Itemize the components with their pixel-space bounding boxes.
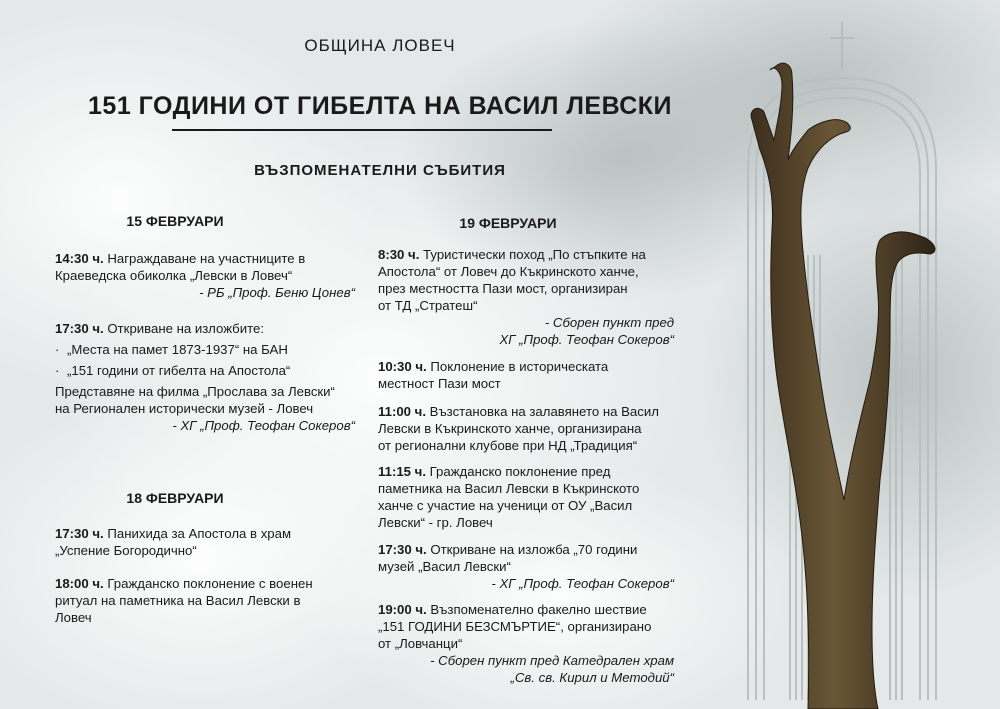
event-15-2 <box>55 320 355 434</box>
event-text: „Успение Богородично“ <box>55 543 197 558</box>
event-text: през местността Пази мост, организиран <box>378 281 628 296</box>
tree-trunk <box>751 63 935 709</box>
event-text: Гражданско поклонение пред <box>425 464 611 479</box>
event-time: 18:00 ч. <box>55 576 104 591</box>
event-time: 14:30 ч. <box>55 251 104 266</box>
exhibit-item: · „Места на памет 1873-1937“ на БАН <box>55 342 288 357</box>
event-text: ханче с участие на ученици от ОУ „Васил <box>378 498 633 513</box>
event-text: Краеведска обиколка „Левски в Ловеч“ <box>55 268 293 283</box>
event-text: Награждаване на участниците в <box>103 251 306 266</box>
event-time: 8:30 ч. <box>378 247 420 262</box>
event-organizer: - ХГ „Проф. Теофан Сокеров“ <box>491 576 674 591</box>
event-organizer: - Сборен пункт пред <box>544 315 674 330</box>
event-time: 17:30 ч. <box>55 526 104 541</box>
exhibit-item: · „151 години от гибелта на Апостола“ <box>55 363 291 378</box>
event-text: Гражданско поклонение с военен <box>103 576 313 591</box>
event-text: Панихида за Апостола в храм <box>103 526 292 541</box>
event-text: Възстановка на залавянето на Васил <box>425 404 659 419</box>
event-19-3 <box>378 403 674 454</box>
event-text: Ловеч <box>55 610 92 625</box>
event-organizer: ХГ „Проф. Теофан Сокеров“ <box>499 332 674 347</box>
event-19-4 <box>378 463 674 531</box>
municipality-name: ОБЩИНА ЛОВЕЧ <box>304 36 456 55</box>
event-text: Левски в Къкринското ханче, организирана <box>378 421 642 436</box>
event-15-1 <box>55 250 355 301</box>
event-organizer: - РБ „Проф. Беню Цонев“ <box>199 285 355 300</box>
event-text: „151 ГОДИНИ БЕЗСМЪРТИЕ“, организирано <box>378 619 652 634</box>
event-text: местност Пази мост <box>378 376 501 391</box>
page-title: 151 ГОДИНИ ОТ ГИБЕЛТА НА ВАСИЛ ЛЕВСКИ <box>88 92 672 120</box>
title-divider <box>172 129 552 131</box>
bullet-icon: · <box>55 363 60 378</box>
event-text: паметника на Васил Левски в Къкринското <box>378 481 640 496</box>
event-text: Откриване на изложбите: <box>103 321 264 336</box>
day-heading-15: 15 ФЕВРУАРИ <box>126 213 224 229</box>
event-organizer: - Сборен пункт пред Катедрален храм <box>430 653 674 668</box>
event-time: 11:00 ч. <box>378 404 426 419</box>
event-19-1 <box>378 246 674 348</box>
event-time: 17:30 ч. <box>55 321 104 336</box>
event-text: Туристически поход „По стъпките на <box>419 247 646 262</box>
event-18-2 <box>55 575 355 626</box>
event-text: Представяне на филма „Прослава за Левски“ <box>55 384 335 399</box>
event-text: Левски“ - гр. Ловеч <box>378 515 493 530</box>
day-heading-18: 18 ФЕВРУАРИ <box>126 490 224 506</box>
event-time: 11:15 ч. <box>378 464 426 479</box>
event-19-5 <box>378 541 674 592</box>
event-text: ритуал на паметника на Васил Левски в <box>55 593 301 608</box>
page-subtitle: ВЪЗПОМЕНАТЕЛНИ СЪБИТИЯ <box>254 162 506 179</box>
event-text: Откриване на изложба „70 години <box>426 542 638 557</box>
event-time: 19:00 ч. <box>378 602 427 617</box>
event-text: Поклонение в историческата <box>426 359 609 374</box>
event-organizer: „Св. св. Кирил и Методий“ <box>510 670 674 685</box>
event-text: Апостола“ от Ловеч до Къкринското ханче, <box>378 264 639 279</box>
event-text: музей „Васил Левски“ <box>378 559 511 574</box>
event-time: 17:30 ч. <box>378 542 427 557</box>
event-18-1 <box>55 525 355 559</box>
monument-illustration <box>730 0 1000 709</box>
bullet-icon: · <box>55 342 60 357</box>
day-heading-19: 19 ФЕВРУАРИ <box>459 215 557 231</box>
event-text: от „Ловчанци“ <box>378 636 463 651</box>
event-19-6 <box>378 601 674 686</box>
event-text: Възпоменателно факелно шествие <box>426 602 647 617</box>
event-text: на Регионален исторически музей - Ловеч <box>55 401 314 416</box>
cross-icon <box>830 22 854 70</box>
event-text: от регионални клубове при НД „Традиция“ <box>378 438 638 453</box>
event-organizer: - ХГ „Проф. Теофан Сокеров“ <box>172 418 355 433</box>
event-text: от ТД „Стратеш“ <box>378 298 478 313</box>
event-19-2 <box>378 358 674 392</box>
event-time: 10:30 ч. <box>378 359 427 374</box>
